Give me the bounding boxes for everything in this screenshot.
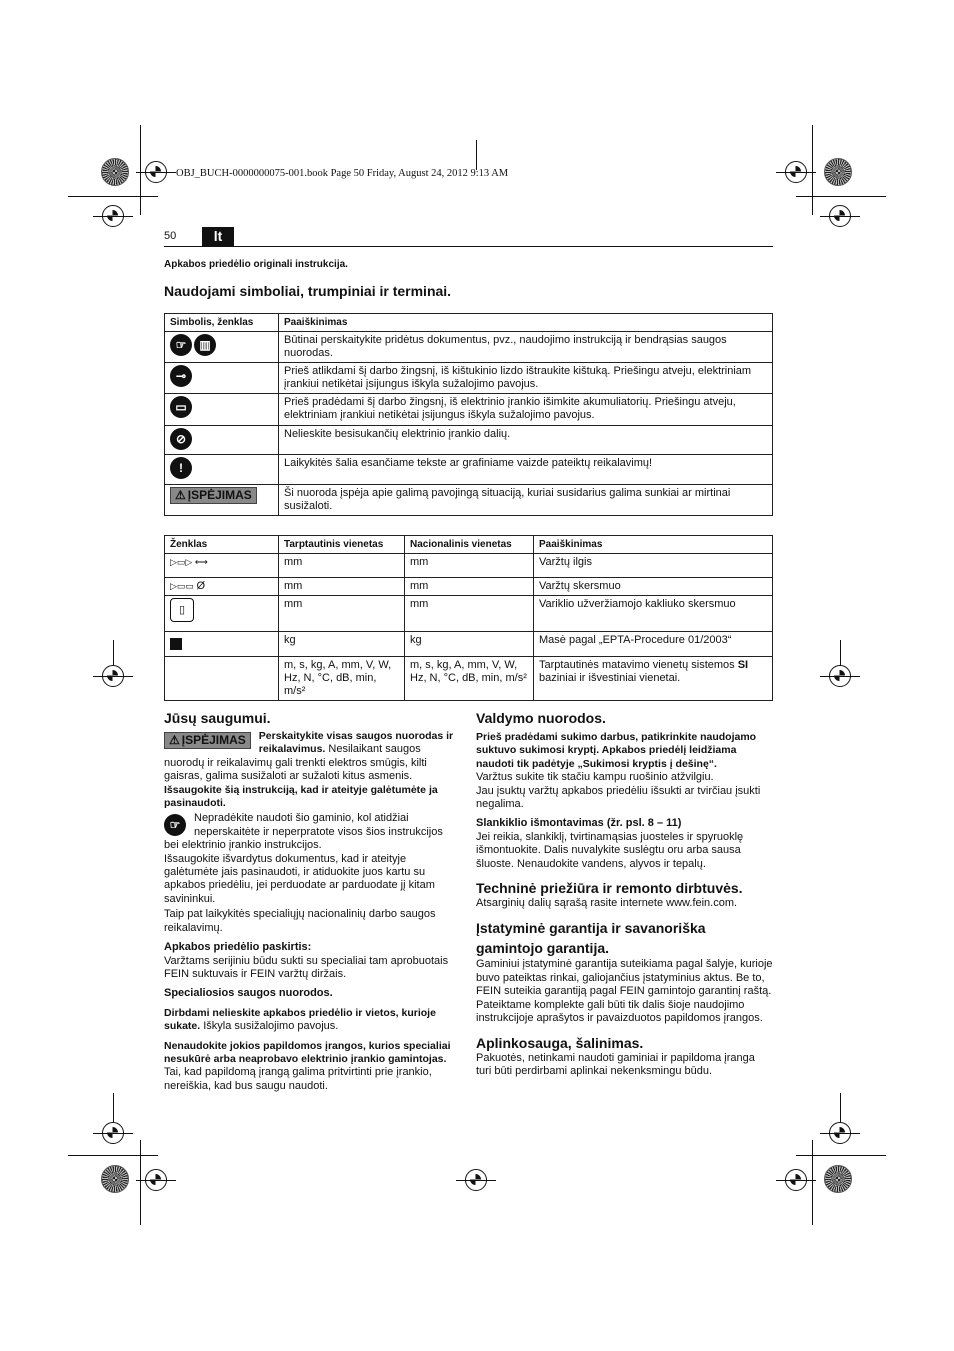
left-column	[164, 709, 459, 1093]
table-cell: m, s, kg, A, mm, V, W, Hz, N, °C, dB, min, m/s²	[279, 657, 405, 701]
warning-badge	[170, 487, 257, 504]
crop-mark	[840, 640, 841, 666]
registration-mark-icon	[145, 1169, 167, 1191]
table-cell: Varžtų ilgis	[534, 554, 773, 578]
registration-mark-icon	[102, 205, 124, 227]
table-cell: kg	[405, 632, 534, 657]
warranty-text-2: Pateiktame komplekte gali būti tik dalis šioje naudojimo instrukcijoje aprašytos ir pavaizduotos papildomos įrangos.	[476, 998, 763, 1025]
environment-text: Pakuotės, netinkami naudoti gaminiai ir papildoma įranga turi būti perdirbami aplinkai nekenksmingu būdu.	[476, 1051, 755, 1077]
registration-mark-icon	[465, 1169, 487, 1191]
crop-mark	[140, 125, 141, 215]
symbol-cell	[165, 363, 279, 394]
header-rule	[164, 246, 773, 247]
table-header: Simbolis, ženklas	[165, 314, 279, 332]
table-cell: mm	[405, 554, 534, 578]
table-cell: Būtinai perskaitykite pridėtus dokumentus, pvz., naudojimo instrukciją ir bendrąsias saugos nuorodas.	[279, 332, 773, 363]
table-cell: mm	[405, 596, 534, 632]
symbol-cell	[165, 426, 279, 455]
touch-text: Iškyla susižalojimo pavojus.	[200, 1020, 339, 1033]
page-number: 50	[164, 230, 177, 242]
si-text-end: baziniai ir išvestiniai vienetai.	[539, 672, 681, 684]
registration-mark-icon	[829, 665, 851, 687]
accessory-text: Tai, kad papildomą įrangą galima pritvirtinti prie įrankio, nereiškia, kad bus saugu naudoti.	[164, 1066, 432, 1092]
registration-mark-icon	[102, 665, 124, 687]
table-cell: m, s, kg, A, mm, V, W, Hz, N, °C, dB, min, m/s²	[405, 657, 534, 701]
warning-text: Nesilaikant saugos nuorodų ir reikalavimų gali trenkti elektros smūgis, kilti gaisras, galima susižaloti ar sužaloti kitus asmenis.	[164, 743, 427, 783]
purpose-text: Varžtams serijiniu būdu sukti su specialiai tam aprobuotais FEIN suktuvais ir FEIN varžtų diržais.	[164, 954, 449, 980]
crop-mark	[812, 125, 813, 215]
table-cell: Nelieskite besisukančių elektrinio įrankio dalių.	[279, 426, 773, 455]
accessory-paragraph	[164, 1040, 459, 1094]
touch-bold: Dirbdami nelieskite apkabos priedėlio ir vietos, kurioje sukate.	[164, 1006, 436, 1033]
symbol-cell	[165, 332, 279, 363]
warning-badge	[164, 732, 251, 749]
table-cell: mm	[279, 578, 405, 596]
crop-mark	[68, 196, 158, 197]
si-abbrev: SI	[737, 659, 749, 671]
color-target-icon	[101, 1165, 129, 1193]
heading-slider: Slankiklio išmontavimas (žr. psl. 8 – 11)	[476, 817, 682, 830]
table-cell: kg	[279, 632, 405, 657]
warning-label: ĮSPĖJIMAS	[181, 733, 246, 747]
registration-mark-icon	[102, 1122, 124, 1144]
crop-mark	[840, 1093, 841, 1123]
heading-service: Techninė priežiūra ir remonto dirbtuvės.	[476, 880, 743, 897]
warning-bold: Perskaitykite visas saugos nuorodas ir reikalavimus.	[258, 730, 454, 756]
registration-mark-icon	[785, 1169, 807, 1191]
crop-mark	[113, 1093, 114, 1123]
service-text: Atsarginių dalių sąrašą rasite internete www.fein.com.	[476, 897, 738, 910]
operation-text-1: Varžtus sukite tik stačiu kampu ruošinio atžvilgiu.	[476, 771, 714, 784]
warranty-text-1: Gaminiui įstatyminė garantija suteikiama pagal šalyje, kurioje buvo pateiktas rinkai, galiojančius įstatyminius aktus. Be to, FEIN suteikia garantiją pagal FEIN gamintojo garantinį raštą.	[476, 958, 773, 998]
open-book-icon: ▥	[194, 334, 216, 356]
symbol-cell	[165, 455, 279, 485]
color-target-icon	[824, 158, 852, 186]
table-header: Paaiškinimas	[534, 536, 773, 554]
symbols-table	[164, 313, 773, 516]
accessory-bold: Nenaudokite jokios papildomos įrangos, kurios specialiai nesukūrė arba neaprobavo elektrinio įrankio gamintojas.	[164, 1039, 451, 1065]
table-cell	[534, 657, 773, 701]
symbol-cell	[165, 657, 279, 701]
color-target-icon	[101, 158, 129, 186]
touch-paragraph	[164, 1007, 459, 1034]
table-header: Ženklas	[165, 536, 279, 554]
heading-special-safety: Specialiosios saugos nuorodos.	[164, 987, 333, 1000]
crop-mark	[812, 1140, 813, 1225]
table-header: Nacionalinis vienetas	[405, 536, 534, 554]
warning-label: ĮSPĖJIMAS	[187, 488, 252, 502]
keep-instructions-bold: Išsaugokite šią instrukciją, kad ir ateityje galėtumėte ja pasinaudoti.	[164, 783, 438, 810]
symbol-cell	[165, 596, 279, 632]
screw-diameter-icon: ▷▭▭	[170, 581, 197, 591]
heading-safety: Jūsų saugumui.	[164, 710, 271, 726]
table-cell: Masė pagal „EPTA-Procedure 01/2003“	[534, 632, 773, 657]
read-manual-icon: ☞	[164, 814, 186, 836]
crop-mark	[140, 1140, 141, 1225]
warning-triangle-icon: ⚠	[175, 488, 186, 502]
warning-triangle-icon: ⚠	[169, 733, 180, 747]
heading-environment: Aplinkosauga, šalinimas.	[476, 1034, 644, 1051]
table-cell: mm	[279, 596, 405, 632]
table-cell: mm	[405, 578, 534, 596]
table-cell: Laikykitės šalia esančiame tekste ar grafiniame vaizde pateiktų reikalavimų!	[279, 455, 773, 485]
right-column	[476, 709, 773, 1078]
weight-icon	[170, 638, 182, 650]
warning-paragraph	[164, 730, 459, 784]
registration-mark-icon	[785, 161, 807, 183]
keep-text: Išsaugokite išvardytus dokumentus, kad ir ateityje galėtumėte jais pasinaudoti, ir atiduokite juos kartu su apkabos priedėliu, jei perduodate ar parduodate jį kitam savininkui.	[164, 852, 435, 905]
table-header: Paaiškinimas	[279, 314, 773, 332]
national-text: Taip pat laikykitės specialiųjų nacionalinių darbo saugos reikalavimų.	[164, 908, 436, 934]
heading-warranty: Įstatyminė garantija ir savanoriška gamintojo garantija.	[476, 920, 706, 957]
table-cell: Varžtų skersmuo	[534, 578, 773, 596]
operation-text-2: Jau įsuktų varžtų apkabos priedėliu išsukti ar tvirčiau įsukti negalima.	[476, 784, 761, 811]
heading-operation: Valdymo nuorodos.	[476, 710, 606, 726]
table-cell: Ši nuoroda įspėja apie galimą pavojingą situaciją, kuriai susidarius galima sunkiai ar mirtinai susižaloti.	[279, 485, 773, 516]
registration-mark-icon	[829, 205, 851, 227]
symbol-cell	[165, 394, 279, 426]
collar-diameter-icon: ▯	[170, 598, 194, 622]
operation-bold: Prieš pradėdami sukimo darbus, patikrinkite naudojamo suktuvo sukimosi kryptį. Apkabos priedėlį leidžiama naudoti tik padėtyje „Sukimosi kryptis į dešinę“.	[476, 731, 757, 770]
table-cell: Prieš atlikdami šį darbo žingsnį, iš kištukinio lizdo ištraukite kištuką. Priešingu atveju, elektriniam įrankiui netikėtai įsijungus iškyla sužalojimo pavojus.	[279, 363, 773, 394]
section-title: Naudojami simboliai, trumpiniai ir terminai.	[164, 283, 452, 299]
language-tag: lt	[202, 227, 234, 246]
diameter-symbol: Ø	[196, 580, 205, 592]
registration-mark-icon	[829, 1122, 851, 1144]
read-manual-icon: ☞	[170, 334, 192, 356]
registration-mark-icon	[145, 161, 167, 183]
document-subtitle: Apkabos priedėlio originali instrukcija.	[164, 259, 348, 270]
symbol-cell	[165, 554, 279, 578]
file-info-line: OBJ_BUCH-0000000075-001.book Page 50 Friday, August 24, 2012 9:13 AM	[176, 168, 509, 179]
do-not-touch-icon: ⊘	[170, 428, 192, 450]
crop-mark	[796, 196, 886, 197]
units-table	[164, 535, 773, 701]
table-cell: mm	[279, 554, 405, 578]
read-text: Nepradėkite naudoti šio gaminio, kol atidžiai neperskaitėte ir neperpratote visos šios instrukcijos bei elektrinio įrankio instrukcijos.	[164, 812, 443, 852]
si-text: Tarptautinės matavimo vienetų sistemos	[539, 659, 738, 671]
screw-length-icon: ▷▭▷ ⟷	[170, 557, 208, 567]
remove-battery-icon: ▭	[170, 396, 192, 418]
crop-mark	[113, 640, 114, 666]
crop-mark	[796, 1155, 886, 1156]
table-cell: Variklio užveržiamojo kakliuko skersmuo	[534, 596, 773, 632]
color-target-icon	[824, 1165, 852, 1193]
read-manual-paragraph	[164, 812, 459, 852]
table-cell: Prieš pradėdami šį darbo žingsnį, iš elektrinio įrankio išimkite akumuliatorių. Priešingu atveju, elektriniam įrankiui netikėtai įsijungus iškyla sužalojimo pavojus.	[279, 394, 773, 426]
symbol-cell	[165, 632, 279, 657]
exclamation-icon: !	[170, 457, 192, 479]
unplug-icon: ⊸	[170, 365, 192, 387]
symbol-cell	[165, 485, 279, 516]
slider-text: Jei reikia, slankiklį, tvirtinamąsias juosteles ir spyruoklę išmontuokite. Dalis nuvalykite suslėgtu oru arba sausa šluoste. Nenaudokite vandens, alyvos ir tepalų.	[476, 830, 744, 870]
crop-mark	[68, 1155, 158, 1156]
heading-purpose: Apkabos priedėlio paskirtis:	[164, 941, 312, 954]
crop-mark	[476, 140, 477, 170]
table-header: Tarptautinis vienetas	[279, 536, 405, 554]
symbol-cell	[165, 578, 279, 596]
